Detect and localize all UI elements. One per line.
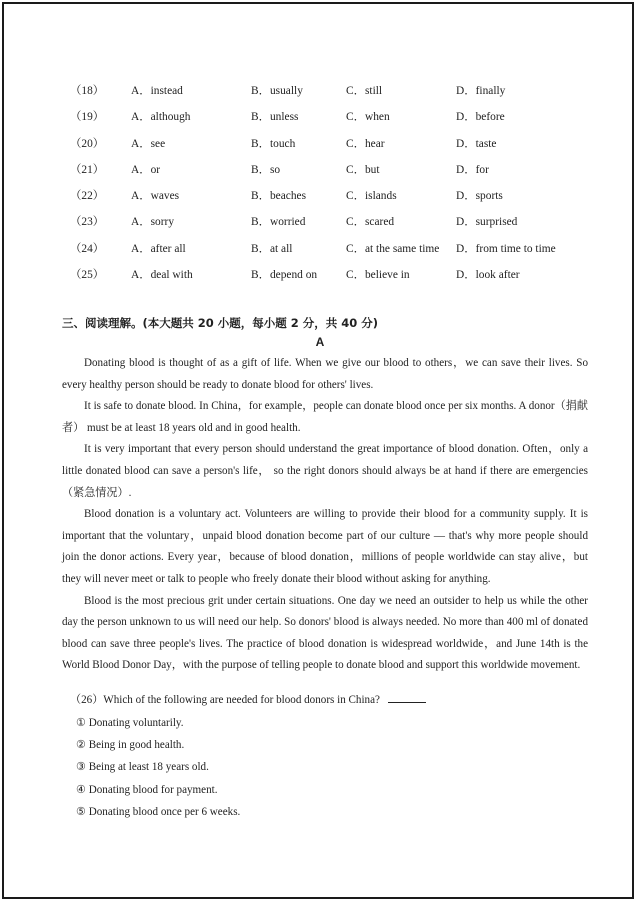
question-number: （22） — [70, 190, 105, 203]
question-number: （23） — [70, 216, 105, 229]
option-c: C．islands — [346, 190, 397, 203]
question-number: （19） — [70, 111, 105, 124]
question-number: （20） — [70, 137, 105, 150]
choice-item: ② Being in good health. — [76, 739, 185, 752]
option-row-24 — [64, 236, 584, 262]
option-c: C．when — [346, 111, 390, 124]
question-26 — [70, 690, 426, 712]
option-a: A．sorry — [131, 216, 175, 229]
option-row-25 — [64, 262, 584, 288]
answer-blank[interactable] — [388, 692, 426, 703]
question-number: （18） — [70, 85, 105, 97]
option-row-18 — [64, 78, 584, 104]
question-number: （25） — [70, 269, 105, 282]
passage-paragraph: Blood donation is a voluntary act. Volunteers are willing to provide their blood for a community supply. It is important that the voluntary，unpaid blood donation become part of our culture — that's why more people should join the donor actions. Every year，because of blood donation，millions of people worldwide can stay alive，but they will never meet or talk to people who freely donate their blood without asking for anything. — [62, 508, 588, 585]
option-b: B．unless — [251, 111, 299, 124]
option-b: B．at all — [251, 242, 293, 255]
option-a: A．or — [131, 163, 161, 176]
option-row-19 — [64, 104, 584, 130]
option-row-22 — [64, 183, 584, 209]
question-text: （26）Which of the following are needed for blood donors in China? — [70, 694, 380, 706]
option-b: B．beaches — [251, 190, 307, 203]
option-d: D．taste — [456, 137, 497, 150]
option-row-21 — [64, 157, 584, 183]
choice-item: ⑤ Donating blood once per 6 weeks. — [76, 805, 241, 818]
choice-item: ① Donating voluntarily. — [76, 717, 184, 729]
option-c: C．believe in — [346, 269, 410, 282]
option-c: C．hear — [346, 137, 385, 150]
option-a: A．after all — [131, 242, 186, 255]
options-table — [64, 78, 584, 288]
passage-paragraph: Blood is the most precious grit under certain situations. One day we need an outsider to help us while the other day the person unknown to us will need our help. So donors' blood is always needed. No more than 400 ml of donated blood can save three people's lives. The practice of blood donation is widespread worldwide，and June 14th is the World Blood Donor Day，with the purpose of telling people to donate blood and support this worldwide movement. — [62, 594, 588, 672]
option-a: A．deal with — [131, 269, 193, 282]
option-d: D．from time to time — [456, 242, 556, 255]
option-b: B．so — [251, 163, 281, 176]
option-c: C．but — [346, 163, 380, 176]
option-c: C．scared — [346, 216, 395, 229]
exam-page — [2, 2, 634, 899]
passage-paragraph: It is very important that every person should understand the great importance of blood donation. Often，only a little donated blood can save a person's life， so the right donors should always be at hand if there are emergencies（紧急情况）. — [62, 443, 588, 499]
passage-paragraph: It is safe to donate blood. In China，for example，people can donate blood once per six months. A donor（捐献者） must be at least 18 years old and in good health. — [62, 400, 588, 434]
option-a: A．although — [131, 111, 191, 124]
option-d: D．look after — [456, 269, 520, 282]
choice-item: ④ Donating blood for payment. — [76, 783, 218, 796]
option-a: A．instead — [131, 85, 183, 97]
passage-label: A — [315, 335, 325, 349]
option-a: A．waves — [131, 190, 180, 203]
option-d: D．before — [456, 111, 505, 124]
option-a: A．see — [131, 137, 166, 150]
question-number: （21） — [70, 163, 105, 176]
option-c: C．at the same time — [346, 242, 440, 255]
option-d: D．surprised — [456, 216, 518, 229]
option-row-23 — [64, 209, 584, 235]
option-b: B．usually — [251, 85, 303, 97]
option-d: D．sports — [456, 190, 503, 203]
question-choices — [76, 712, 240, 823]
option-b: B．worried — [251, 216, 306, 229]
option-d: D．for — [456, 163, 489, 176]
option-b: B．depend on — [251, 269, 318, 282]
option-row-20 — [64, 131, 584, 157]
question-number: （24） — [70, 242, 105, 255]
option-d: D．finally — [456, 85, 506, 97]
passage-paragraph: Donating blood is thought of as a gift of life. When we give our blood to others，we can save their lives. So every healthy person should be ready to donate blood for others' lives. — [62, 357, 588, 391]
option-c: C．still — [346, 85, 383, 97]
reading-passage — [62, 353, 588, 677]
section-title: 三、阅读理解。(本大题共 20 小题，每小题 2 分，共 40 分) — [62, 316, 379, 330]
option-b: B．touch — [251, 137, 296, 150]
choice-item: ③ Being at least 18 years old. — [76, 761, 209, 774]
